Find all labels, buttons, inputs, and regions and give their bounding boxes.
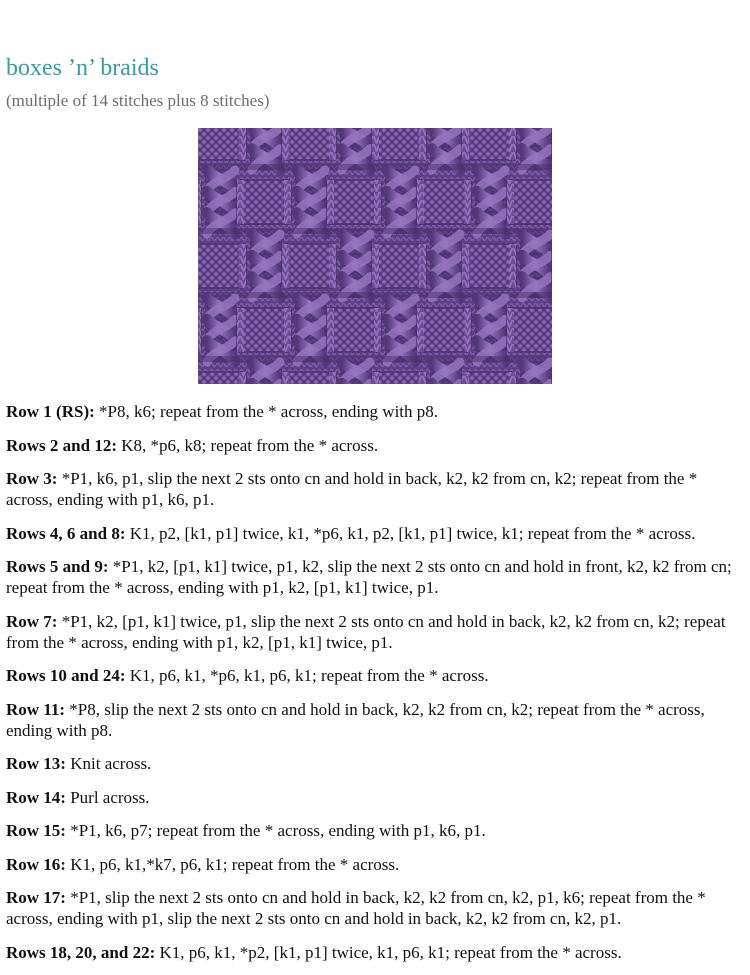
knit-swatch-graphic [198, 128, 552, 384]
row-text: *P8, slip the next 2 sts onto cn and hold in back, k2, k2 from cn, k2; repeat from the * across, ending with p8. [6, 699, 705, 740]
row-instruction [6, 753, 744, 774]
row-text: *P1, slip the next 2 sts onto cn and hold in back, k2, k2 from cn, k2, p1, k6; repeat from the * across, ending with p1, slip the next 2 sts onto cn and hold in back, k2, k2 from cn, k2, p1. [6, 888, 706, 928]
row-text: K1, p6, k1,*k7, p6, k1; repeat from the * across. [70, 854, 400, 874]
row-label: Row 1 (RS): [6, 402, 95, 421]
row-text: K1, p6, k1, *p2, [k1, p1] twice, k1, p6, k1; repeat from the * across. [159, 942, 622, 962]
row-instruction [6, 401, 744, 422]
row-instructions-list [6, 401, 744, 975]
row-text: Purl across. [70, 787, 150, 807]
pattern-subtitle: (multiple of 14 stitches plus 8 stitches) [6, 91, 270, 110]
row-text: *P1, k6, p7; repeat from the * across, ending with p1, k6, p1. [70, 821, 486, 840]
row-label: Rows 2 and 12: [6, 435, 117, 455]
row-label: Row 13: [6, 754, 66, 773]
row-text: *P1, k2, [p1, k1] twice, p1, slip the next 2 sts onto cn and hold in back, k2, k2 from cn, k2; repeat from the * across, ending with p1, k2, [p1, k1] twice, p1. [6, 611, 726, 652]
row-instruction [6, 787, 744, 808]
row-instruction [6, 468, 744, 510]
row-instruction [6, 556, 744, 598]
row-instruction [6, 699, 744, 741]
row-text: K8, *p6, k8; repeat from the * across. [121, 435, 379, 455]
row-text: Knit across. [70, 754, 152, 773]
row-instruction [6, 665, 744, 686]
row-label: Row 14: [6, 787, 66, 807]
row-text: *P1, k2, [p1, k1] twice, p1, k2, slip the next 2 sts onto cn and hold in front, k2, k2 from cn; repeat from the * across, ending with p1, k2, [p1, k1] twice, p1. [6, 557, 732, 597]
row-instruction [6, 611, 744, 653]
row-text: K1, p2, [k1, p1] twice, k1, *p6, k1, p2, [k1, p1] twice, k1; repeat from the * across. [129, 523, 696, 543]
row-label: Row 17: [6, 888, 66, 907]
row-instruction [6, 887, 744, 929]
row-label: Rows 10 and 24: [6, 666, 126, 685]
row-label: Rows 18, 20, and 22: [6, 942, 156, 962]
row-label: Rows 4, 6 and 8: [6, 523, 126, 543]
row-label: Row 7: [6, 611, 58, 631]
row-label: Row 3: [6, 469, 58, 488]
pattern-title: boxes ’n’ braids [6, 55, 159, 81]
row-instruction [6, 854, 744, 875]
row-instruction [6, 820, 744, 841]
knit-swatch-image [198, 128, 552, 384]
row-label: Row 16: [6, 854, 66, 874]
row-instruction [6, 942, 744, 963]
row-text: *P1, k6, p1, slip the next 2 sts onto cn and hold in back, k2, k2 from cn, k2; repeat from the * across, ending with p1, k6, p1. [6, 469, 698, 509]
row-label: Rows 5 and 9: [6, 557, 109, 576]
row-instruction [6, 523, 744, 544]
row-label: Row 15: [6, 821, 66, 840]
row-instruction [6, 435, 744, 456]
row-label: Row 11: [6, 699, 66, 719]
row-text: K1, p6, k1, *p6, k1, p6, k1; repeat from the * across. [129, 666, 489, 685]
row-text: *P8, k6; repeat from the * across, ending with p8. [99, 402, 439, 421]
